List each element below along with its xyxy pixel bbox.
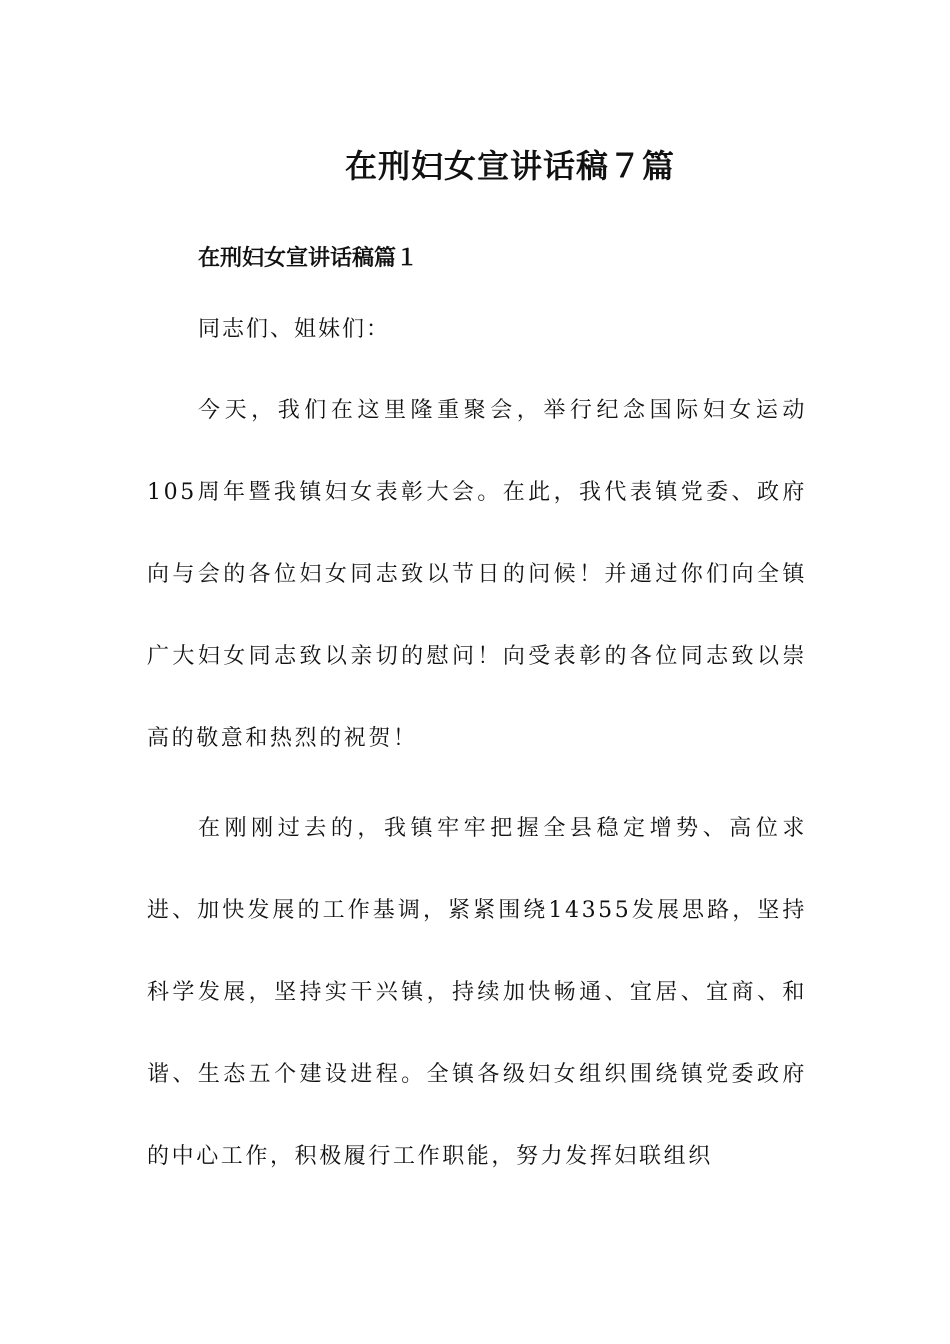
section-title: 在刑妇女宣讲话稿篇１ (198, 245, 419, 271)
document-title: 在刑妇女宣讲话稿７篇 (344, 147, 675, 185)
salutation: 同志们、姐妹们： (198, 317, 391, 342)
body-paragraph: 在刚刚过去的，我镇牢牢把握全县稳定增势、高位求进、加快发展的工作基调，紧紧围绕14355发展思路，坚持科学发展，坚持实干兴镇，持续加快畅通、宜居、宜商、和谐、生态五个建设进程。全镇各级妇女组织围绕镇党委政府的中心工作，积极履行工作职能，努力发挥妇联组织 (147, 816, 807, 1169)
body-paragraph: 今天，我们在这里隆重聚会，举行纪念国际妇女运动105周年暨我镇妇女表彰大会。在此，我代表镇党委、政府向与会的各位妇女同志致以节日的问候！并通过你们向全镇广大妇女同志致以亲切的慰问！向受表彰的各位同志致以崇高的敬意和热烈的祝贺！ (147, 398, 807, 751)
